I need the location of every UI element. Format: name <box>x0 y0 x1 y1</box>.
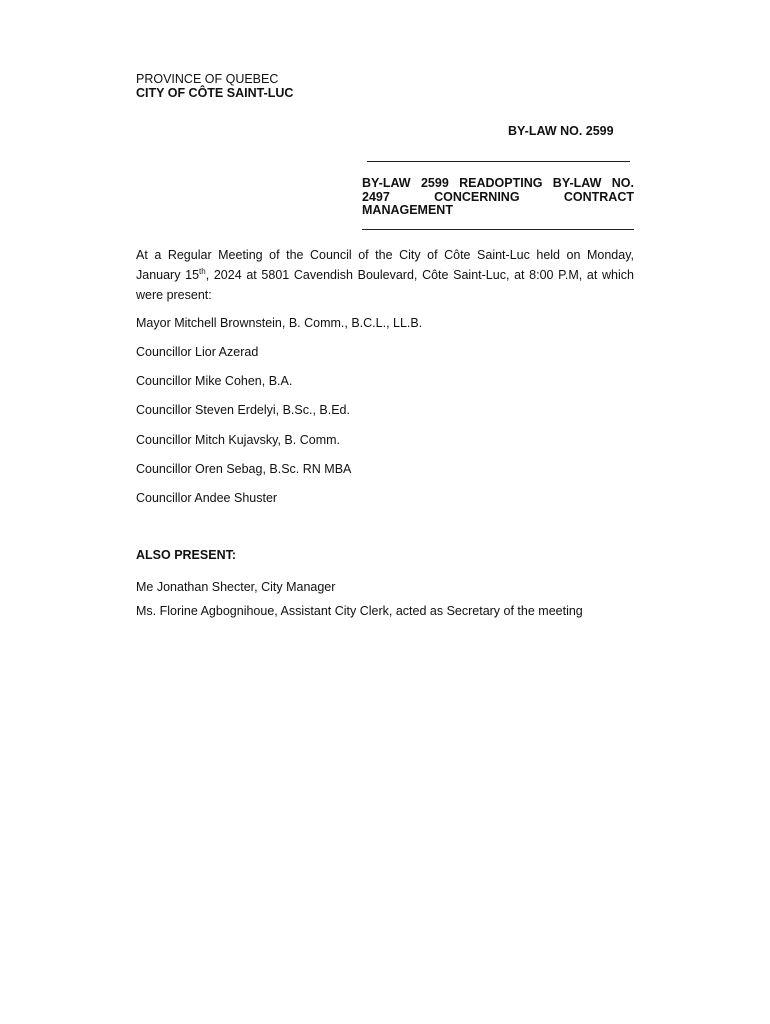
bylaw-number: BY-LAW NO. 2599 <box>508 124 614 138</box>
member-councillor: Councillor Andee Shuster <box>136 491 278 505</box>
staff-assistant-clerk: Ms. Florine Agbognihoue, Assistant City Clerk, acted as Secretary of the meeting <box>136 604 583 618</box>
meeting-intro-paragraph <box>136 245 634 305</box>
city-label: CITY OF CÔTE SAINT-LUC <box>136 86 294 100</box>
member-councillor: Councillor Oren Sebag, B.Sc. RN MBA <box>136 462 352 476</box>
bylaw-title: BY-LAW 2599 READOPTING BY-LAW NO. 2497 CONCERNING CONTRACT MANAGEMENT <box>362 176 634 217</box>
divider-top <box>367 161 630 162</box>
also-present-heading: ALSO PRESENT: <box>136 548 237 562</box>
province-label: PROVINCE OF QUEBEC <box>136 72 279 86</box>
member-councillor: Councillor Lior Azerad <box>136 345 259 359</box>
member-councillor: Councillor Steven Erdelyi, B.Sc., B.Ed. <box>136 403 350 417</box>
intro-text-part2: , 2024 at 5801 Cavendish Boulevard, Côte Saint-Luc, at 8:00 P.M, at which were present: <box>136 268 634 302</box>
intro-text-part1: At a Regular Meeting of the Council of the City of Côte Saint-Luc held on Monday, January 15 <box>136 248 634 282</box>
intro-ordinal-superscript: th <box>199 266 206 276</box>
staff-city-manager: Me Jonathan Shecter, City Manager <box>136 580 336 594</box>
member-councillor: Councillor Mitch Kujavsky, B. Comm. <box>136 433 340 447</box>
divider-bottom <box>362 229 634 230</box>
member-mayor: Mayor Mitchell Brownstein, B. Comm., B.C.L., LL.B. <box>136 316 423 330</box>
member-councillor: Councillor Mike Cohen, B.A. <box>136 374 293 388</box>
